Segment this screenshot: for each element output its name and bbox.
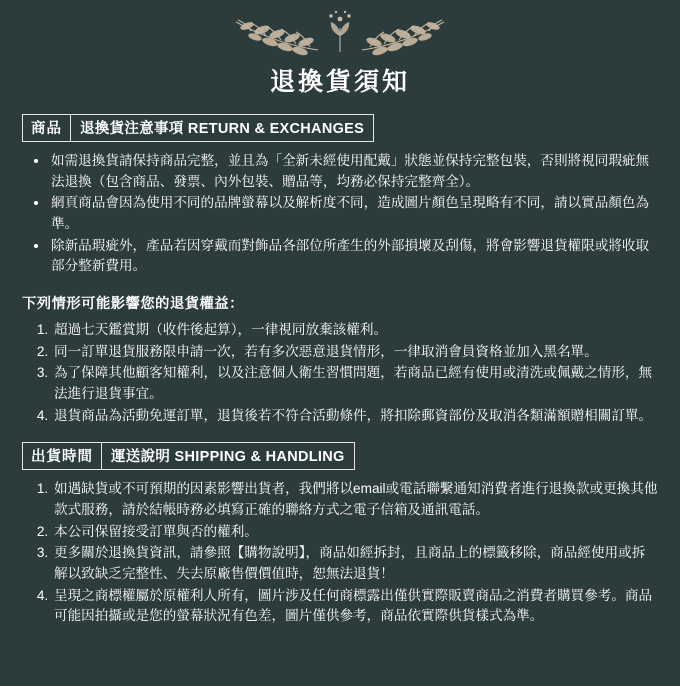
list-item: • 網頁商品會因為使用不同的品牌螢幕以及解析度不同，造成圖片顏色呈現略有不同，請以實品顏色為準。 xyxy=(49,193,658,234)
list-item: 3. 更多關於退換貨資訊，請參照【購物說明】，商品如經拆封，且商品上的標籤移除，商品經使用或拆解以致缺乏完整性、失去原廠售價價值時，恕無法退貨！ xyxy=(52,543,658,584)
section-returns-tag: 商品 xyxy=(23,115,71,141)
return-policy-page xyxy=(0,6,680,686)
list-item: • 如需退換貨請保持商品完整，並且為「全新未經使用配戴」狀態並保持完整包裝，否則將視同瑕疵無法退換（包含商品、發票、內外包裝、贈品等，均務必保持完整齊全）。 xyxy=(49,151,658,192)
list-item: 1. 超過七天鑑賞期（收件後起算），一律視同放棄該權利。 xyxy=(52,320,658,341)
list-item: 3. 為了保障其他顧客知權利，以及注意個人衛生習慣問題，若商品已經有使用或清洗或佩戴之情形，無法進行退貨事宜。 xyxy=(52,363,658,404)
section-rights xyxy=(22,293,658,426)
list-item: • 除新品瑕疵外，產品若因穿戴而對飾品各部位所產生的外部損壞及刮傷，將會影響退貨權限或將收取部分整新費用。 xyxy=(49,236,658,277)
section-rights-list xyxy=(22,320,658,426)
list-item: 4. 退貨商品為活動免運訂單，退貨後若不符合活動條件，將扣除郵資部份及取消各類滿額贈相關訂單。 xyxy=(52,406,658,427)
list-item: 2. 本公司保留接受訂單與否的權利。 xyxy=(52,522,658,543)
section-shipping-subtitle: 運送說明 SHIPPING & HANDLING xyxy=(111,449,345,466)
section-shipping-list xyxy=(22,479,658,627)
section-returns xyxy=(22,114,658,277)
page-title: 退換貨須知 xyxy=(269,68,410,96)
list-item: 4. 呈現之商標權屬於原權利人所有，圖片涉及任何商標露出僅供實際販賣商品之消費者購買參考。商品可能因拍攝或是您的螢幕狀況有色差，圖片僅供參考，商品依實際供貨樣式為準。 xyxy=(52,586,658,627)
section-shipping xyxy=(22,442,658,627)
list-item: 1. 如遇缺貨或不可預期的因素影響出貨者，我們將以email或電話聯繫通知消費者進行退換款或更換其他款式服務，請於結帳時務必填寫正確的聯絡方式之電子信箱及通訊電話。 xyxy=(52,479,658,520)
section-returns-list xyxy=(22,151,658,277)
section-rights-subhead: 下列情形可能影響您的退貨權益： xyxy=(22,295,244,312)
section-returns-heading xyxy=(22,114,374,142)
section-returns-subtitle: 退換貨注意事項 RETURN & EXCHANGES xyxy=(80,121,365,137)
floral-divider-icon xyxy=(22,6,658,62)
section-shipping-heading xyxy=(22,442,355,470)
section-shipping-tag: 出貨時間 xyxy=(23,443,102,469)
list-item: 2. 同一訂單退貨服務限申請一次，若有多次惡意退貨情形，一律取消會員資格並加入黑名單。 xyxy=(52,342,658,363)
